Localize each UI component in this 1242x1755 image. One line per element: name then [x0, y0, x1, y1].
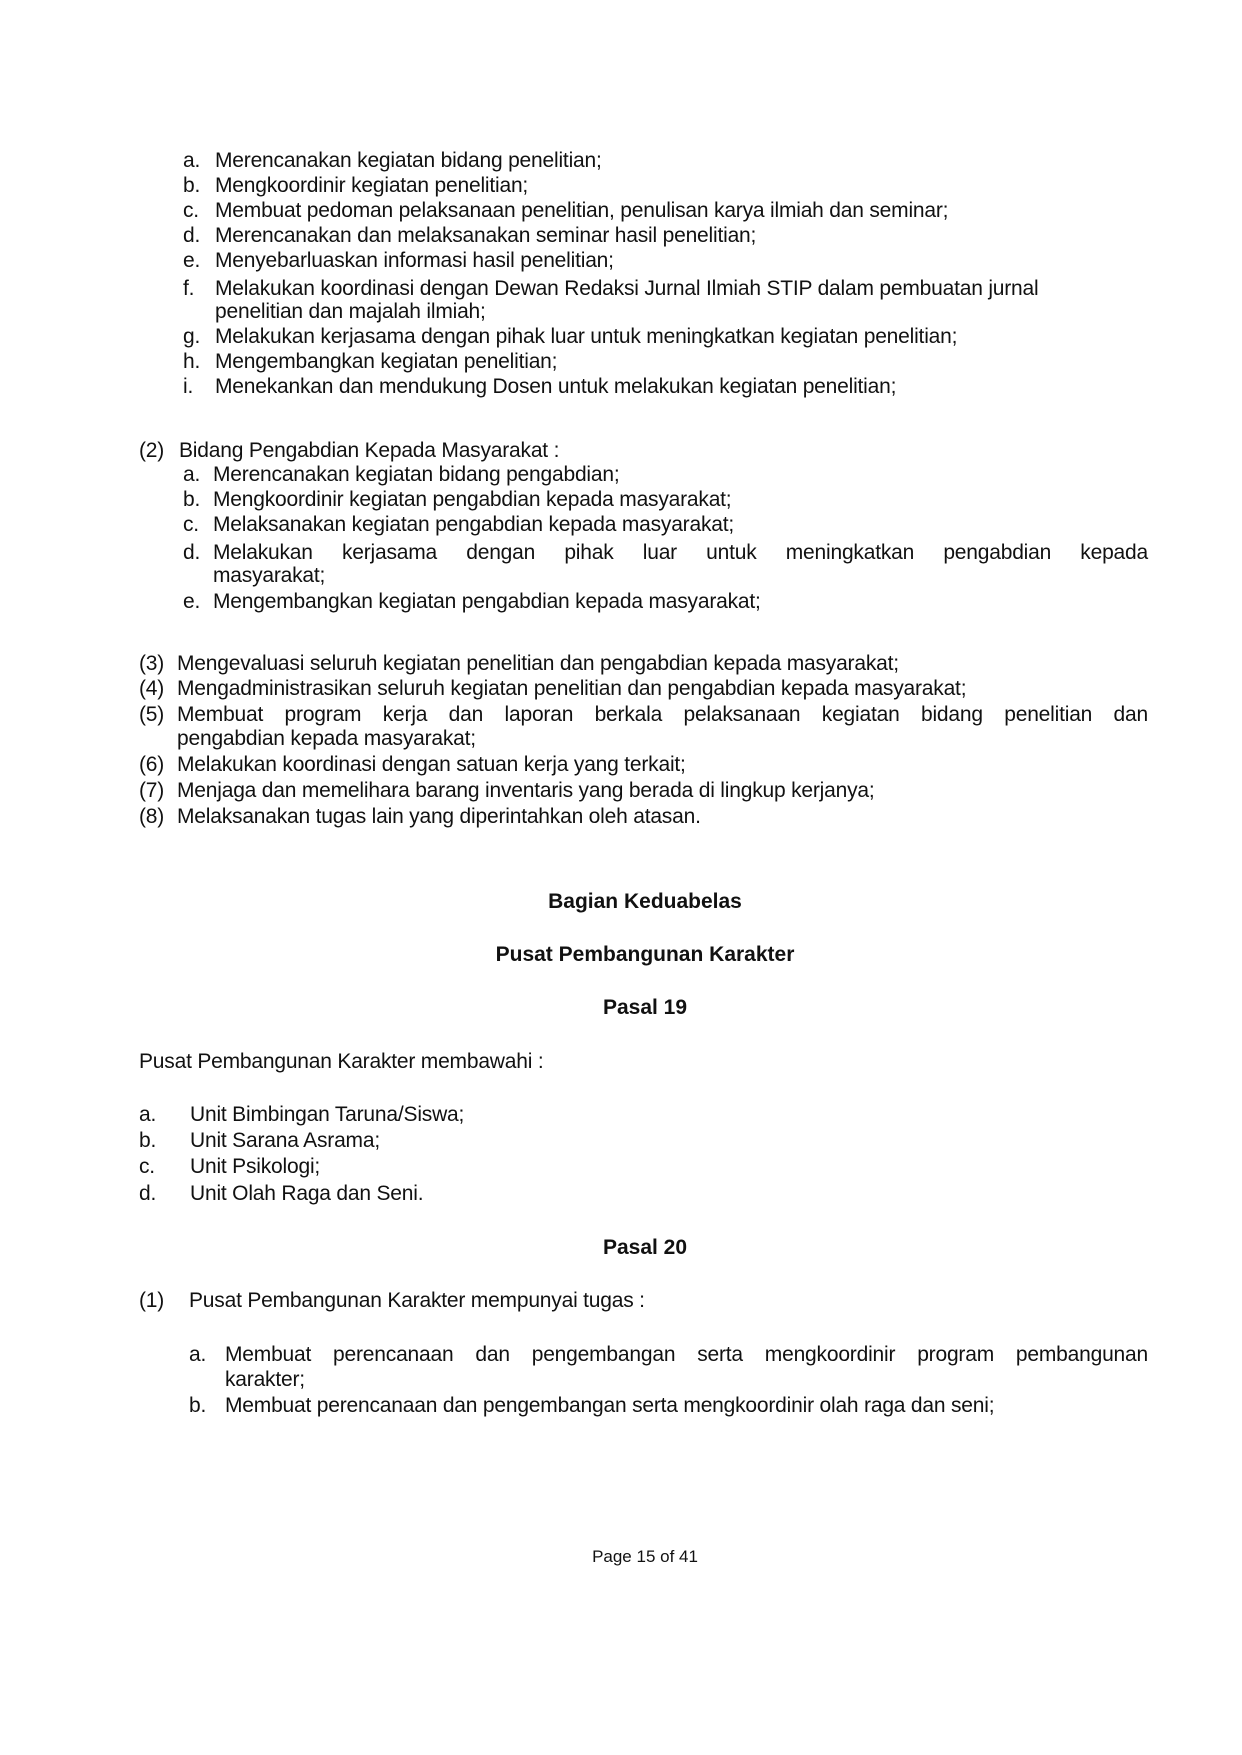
- item-text: Melaksanakan kegiatan pengabdian kepada masyarakat;: [213, 513, 734, 536]
- list-item-continuation: penelitian dan majalah ilmiah;: [215, 300, 486, 323]
- item-text: Menjaga dan memelihara barang inventaris yang berada di lingkup kerjanya;: [177, 779, 875, 802]
- section-title: Bidang Pengabdian Kepada Masyarakat :: [179, 439, 560, 462]
- page-number: Page 15 of 41: [592, 1547, 698, 1566]
- section-heading-bagian: Bagian Keduabelas: [548, 890, 742, 913]
- item-label: e.: [183, 590, 201, 613]
- list-item-continuation: masyarakat;: [213, 564, 326, 587]
- item-label: i.: [183, 375, 194, 398]
- item-label: a.: [139, 1103, 157, 1126]
- item-text: Mengevaluasi seluruh kegiatan penelitian dan pengabdian kepada masyarakat;: [177, 652, 899, 675]
- item-text: Membuat perencanaan dan pengembangan serta mengkoordinir olah raga dan seni;: [225, 1394, 995, 1417]
- item-text: Membuat pedoman pelaksanaan penelitian, penulisan karya ilmiah dan seminar;: [215, 199, 949, 222]
- article-heading-pasal19: Pasal 19: [602, 996, 688, 1019]
- item-label: (5): [139, 703, 165, 726]
- item-label: c.: [183, 513, 199, 536]
- item-label: d.: [183, 224, 201, 247]
- item-text: Unit Bimbingan Taruna/Siswa;: [190, 1103, 465, 1126]
- item-label: a.: [183, 463, 201, 486]
- item-label: h.: [183, 350, 201, 373]
- item-label: (4): [139, 677, 165, 700]
- item-label: a.: [183, 149, 201, 172]
- item-text: Membuat program kerja dan laporan berkala pelaksanaan kegiatan bidang penelitian dan: [177, 703, 1148, 726]
- item-label: b.: [183, 488, 201, 511]
- section-heading-pusat: Pusat Pembangunan Karakter: [495, 943, 795, 966]
- item-label: c.: [139, 1155, 155, 1178]
- item-text: Mengkoordinir kegiatan penelitian;: [215, 174, 529, 197]
- item-text: Mengadministrasikan seluruh kegiatan penelitian dan pengabdian kepada masyarakat;: [177, 677, 967, 700]
- item-text: Menyebarluaskan informasi hasil penelitian;: [215, 249, 614, 272]
- item-text: Merencanakan dan melaksanakan seminar hasil penelitian;: [215, 224, 757, 247]
- item-label: (3): [139, 652, 165, 675]
- item-label: b.: [189, 1394, 207, 1417]
- item-text: Unit Sarana Asrama;: [190, 1129, 380, 1152]
- list-item-continuation: pengabdian kepada masyarakat;: [177, 727, 476, 750]
- item-label: c.: [183, 199, 199, 222]
- item-label: b.: [139, 1129, 157, 1152]
- item-label: d.: [183, 541, 201, 564]
- pasal19-intro: Pusat Pembangunan Karakter membawahi :: [139, 1050, 544, 1073]
- item-text: Menekankan dan mendukung Dosen untuk melakukan kegiatan penelitian;: [215, 375, 897, 398]
- item-text: Membuat perencanaan dan pengembangan serta mengkoordinir program pembangunan: [225, 1343, 1148, 1366]
- item-label: d.: [139, 1182, 157, 1205]
- item-label: (8): [139, 805, 165, 828]
- item-label: g.: [183, 325, 201, 348]
- item-label: (6): [139, 753, 165, 776]
- item-label: f.: [183, 277, 195, 300]
- item-text: Melakukan kerjasama dengan pihak luar untuk meningkatkan kegiatan penelitian;: [215, 325, 958, 348]
- item-text: Merencanakan kegiatan bidang pengabdian;: [213, 463, 620, 486]
- article-heading-pasal20: Pasal 20: [602, 1236, 688, 1259]
- section-number: (2): [139, 439, 165, 462]
- item-label: b.: [183, 174, 201, 197]
- item-text: Unit Psikologi;: [190, 1155, 321, 1178]
- item-text: Merencanakan kegiatan bidang penelitian;: [215, 149, 602, 172]
- list-item-continuation: karakter;: [225, 1368, 305, 1391]
- section-title: Pusat Pembangunan Karakter mempunyai tugas :: [189, 1289, 645, 1312]
- item-label: (7): [139, 779, 165, 802]
- item-text: Mengkoordinir kegiatan pengabdian kepada masyarakat;: [213, 488, 732, 511]
- item-text: Melakukan koordinasi dengan satuan kerja yang terkait;: [177, 753, 686, 776]
- item-text: Melakukan kerjasama dengan pihak luar untuk meningkatkan pengabdian kepada: [213, 541, 1148, 564]
- item-text: Mengembangkan kegiatan penelitian;: [215, 350, 558, 373]
- section-number: (1): [139, 1289, 165, 1312]
- item-text: Unit Olah Raga dan Seni.: [190, 1182, 424, 1205]
- item-label: e.: [183, 249, 201, 272]
- item-label: a.: [189, 1343, 207, 1366]
- item-text: Melakukan koordinasi dengan Dewan Redaksi Jurnal Ilmiah STIP dalam pembuatan jurnal: [215, 277, 1039, 300]
- item-text: Melaksanakan tugas lain yang diperintahkan oleh atasan.: [177, 805, 701, 828]
- item-text: Mengembangkan kegiatan pengabdian kepada masyarakat;: [213, 590, 761, 613]
